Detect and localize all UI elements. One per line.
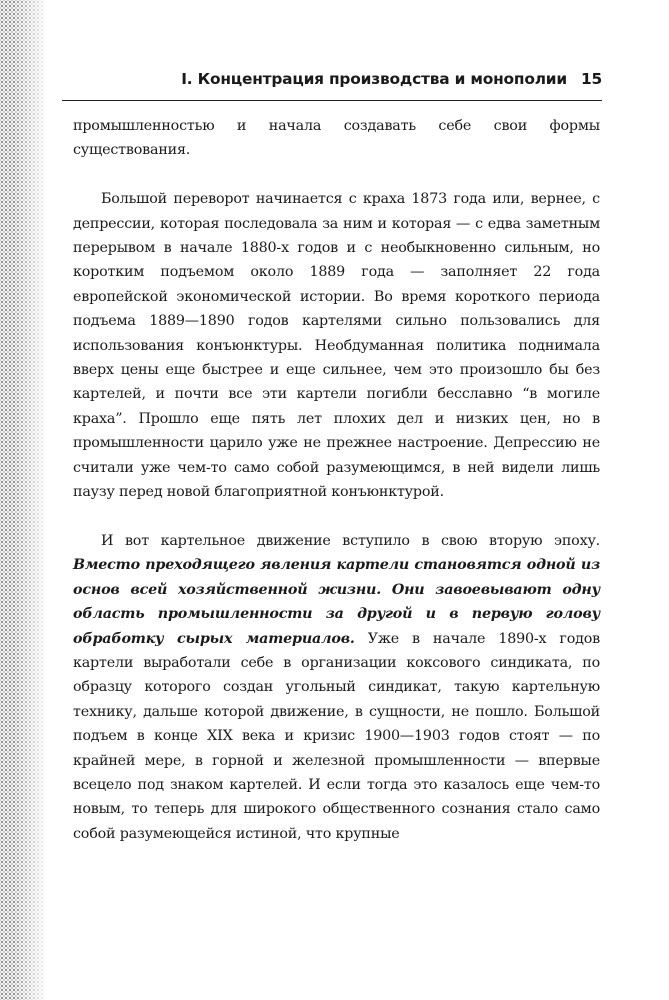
running-header [62, 70, 602, 101]
paragraph-text: И вот картельное движение вступило в свою вторую эпоху. [101, 532, 600, 549]
paragraph [73, 529, 600, 846]
paragraph: Большой переворот начинается с краха 1873 года или, вернее, с депрессии, которая последовала за ним и которая — с едва заметным перерывом в начале 1880-х годов и с необыкновенно сильным, но коротким подъемом около 1889 года — заполняет 22 года европейской экономической истории. Во время короткого периода подъема 1889—1890 годов картелями сильно пользовались для использования конъюнктуры. Необдуманная политика поднимала вверх цены еще быстрее и еще сильнее, чем это произошло бы без картелей, и почти все эти картели погибли бесславно “в могиле краха”. Прошло еще пять лет плохих дел и низких цен, но в промышленности царило уже не прежнее настроение. Депрессию не считали уже чем-то само собой разумеющимся, в ней видели лишь паузу перед новой благоприятной конъюнктурой. [73, 191, 600, 501]
page-number: 15 [580, 70, 602, 88]
scan-halftone-edge [0, 0, 44, 1000]
body-text [73, 114, 600, 846]
chapter-title: I. Концентрация производства и монополии [181, 70, 567, 88]
emphasized-text: Вместо преходящего явления картели становятся одной из основ всей хозяйственной жизни. Они завоевывают одну область промышленности за другой и в первую голову обработку сырых материалов. [73, 557, 600, 647]
paragraph-continuation: промышленностью и начала создавать себе свои формы существования. [73, 118, 600, 159]
paragraph-text: Уже в начале 1890-х годов картели выработали себе в организации коксового синдиката, по образцу которого создан угольный синдикат, такую картельную технику, дальше которой движение, в сущности, не пошло. Большой подъем в конце XIX века и кризис 1900—1903 годов стоят — по крайней мере, в горной и железной промышленности — впервые всецело под знаком картелей. И если тогда это казалось еще чем-то новым, то теперь для широкого общественного сознания стало само собой разумеющейся истиной, что крупные [73, 630, 600, 842]
